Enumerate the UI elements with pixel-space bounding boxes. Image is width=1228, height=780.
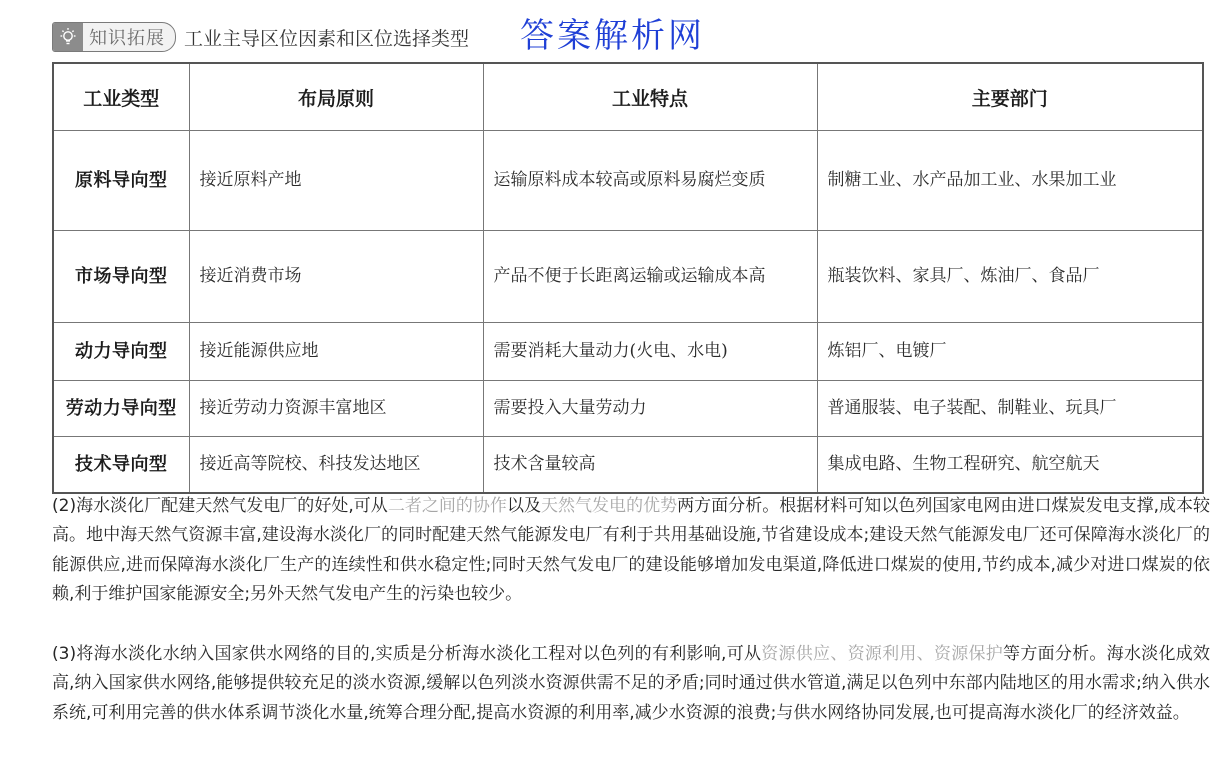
hint-text: 资源供应、资源利用、资源保护 <box>761 644 1004 664</box>
column-header-type: 工业类型 <box>53 63 189 131</box>
paragraph-text: 两方面分析。根据材料可知以色列国家电网由进口煤炭发电支撑,成本较高。地中海天然气资源丰富,建设海水淡化厂的同时配建天然气能源发电厂有利于共用基础设施,节省建设成本;建设天然气能源发电厂还可保障海水淡化厂的能源供应,进而保障海水淡化厂生产的连续性和供水稳定性;同时天然气发电厂的建设能够增加发电渠道,降低进口煤炭的使用,节约成本,减少对进口煤炭的依赖,利于维护国家能源安全;另外天然气发电产生的污染也较少。 <box>52 496 1211 605</box>
lightbulb-icon <box>53 23 83 51</box>
section-header <box>52 20 469 54</box>
cell-sectors: 制糖工业、水产品加工业、水果加工业 <box>817 131 1203 231</box>
table-header-row <box>53 63 1203 131</box>
hint-text: 二者之间的协作 <box>387 496 507 516</box>
cell-feature: 需要消耗大量动力(火电、水电) <box>483 323 817 381</box>
cell-type: 劳动力导向型 <box>53 381 189 437</box>
cell-type: 原料导向型 <box>53 131 189 231</box>
column-header-principle: 布局原则 <box>189 63 483 131</box>
table-row <box>53 381 1203 437</box>
industry-location-table <box>52 62 1204 494</box>
cell-feature: 需要投入大量劳动力 <box>483 381 817 437</box>
cell-type: 动力导向型 <box>53 323 189 381</box>
cell-sectors: 瓶装饮料、家具厂、炼油厂、食品厂 <box>817 231 1203 323</box>
cell-sectors: 集成电路、生物工程研究、航空航天 <box>817 437 1203 493</box>
paragraph-text: (3)将海水淡化水纳入国家供水网络的目的,实质是分析海水淡化工程对以色列的有利影响,可从 <box>52 644 762 664</box>
cell-principle: 接近高等院校、科技发达地区 <box>189 437 483 493</box>
knowledge-badge <box>52 22 176 52</box>
cell-feature: 产品不便于长距离运输或运输成本高 <box>483 231 817 323</box>
section-title: 工业主导区位因素和区位选择类型 <box>184 27 470 50</box>
answer-paragraph-3 <box>52 640 1210 728</box>
cell-type: 市场导向型 <box>53 231 189 323</box>
table-row <box>53 231 1203 323</box>
cell-feature: 运输原料成本较高或原料易腐烂变质 <box>483 131 817 231</box>
table-row <box>53 437 1203 493</box>
paragraph-text: 等方面分析。海水淡化成效高,纳入国家供水网络,能够提供较充足的淡水资源,缓解以色列淡水资源供需不足的矛盾;同时通过供水管道,满足以色列中东部内陆地区的用水需求;纳入供水系统,可利用完善的供水体系调节淡化水量,统筹合理分配,提高水资源的利用率,减少水资源的浪费;与供水网络协同发展,也可提高海水淡化厂的经济效益。 <box>52 644 1211 723</box>
cell-type: 技术导向型 <box>53 437 189 493</box>
cell-sectors: 炼铝厂、电镀厂 <box>817 323 1203 381</box>
table-row <box>53 131 1203 231</box>
badge-label: 知识拓展 <box>89 28 165 49</box>
hint-text: 天然气发电的优势 <box>540 496 678 516</box>
cell-principle: 接近能源供应地 <box>189 323 483 381</box>
watermark: 答案解析网 <box>520 16 705 56</box>
answer-paragraph-2 <box>52 492 1210 610</box>
column-header-sectors: 主要部门 <box>817 63 1203 131</box>
table-row <box>53 323 1203 381</box>
column-header-feature: 工业特点 <box>483 63 817 131</box>
paragraph-text: (2)海水淡化厂配建天然气发电厂的好处,可从 <box>52 496 388 516</box>
cell-feature: 技术含量较高 <box>483 437 817 493</box>
cell-principle: 接近劳动力资源丰富地区 <box>189 381 483 437</box>
cell-principle: 接近原料产地 <box>189 131 483 231</box>
paragraph-text: 以及 <box>506 496 541 516</box>
cell-sectors: 普通服装、电子装配、制鞋业、玩具厂 <box>817 381 1203 437</box>
cell-principle: 接近消费市场 <box>189 231 483 323</box>
